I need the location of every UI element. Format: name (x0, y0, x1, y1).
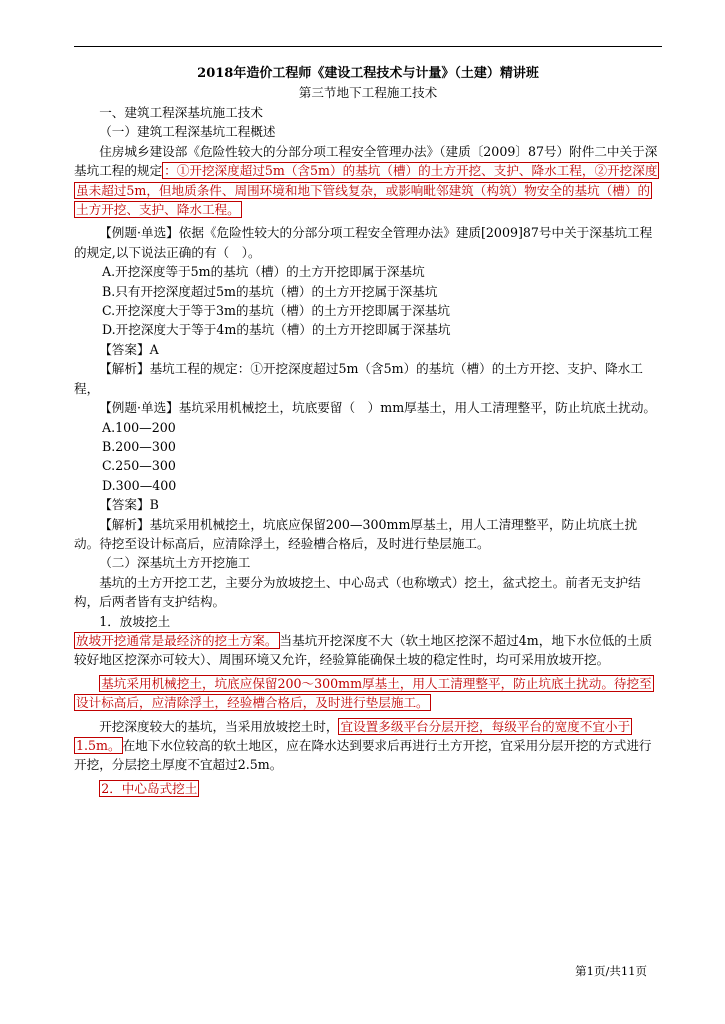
economic-plan-annotation-box: 放坡开挖通常是最经济的挖土方案。 (76, 632, 278, 648)
excavation-intro: 基坑的土方开挖工艺，主要分为放坡挖土、中心岛式（也称墩式）挖土，盆式挖土。前者无支护结构，后两者皆有支护结构。 (74, 574, 641, 610)
example1-option-c: C.开挖深度大于等于3m的基坑（槽）的土方开挖即属于深基坑 (102, 303, 450, 319)
example1-answer: 【答案】A (99, 341, 159, 357)
example1-option-b: B.只有开挖深度超过5m的基坑（槽）的土方开挖属于深基坑 (102, 283, 438, 299)
item1-paragraph-3 (74, 717, 662, 775)
paragraph-definition (74, 142, 662, 220)
item1-text-2-lead: 开挖深度较大的基坑，当采用放坡挖土时， (99, 718, 339, 734)
example1-option-a: A.开挖深度等于5m的基坑（槽）的土方开挖即属于深基坑 (102, 264, 425, 280)
machine-excavation-annotation-box: 基坑采用机械挖土，坑底应保留200～300mm厚基土，用人工清理整平，防止坑底土扰动。待挖至设计标高后，应清除浮土，经验槽合格后，及时进行垫层施工。 (76, 675, 652, 711)
definition-annotation-box: ：①开挖深度超过5m（含5m）的基坑（槽）的土方开挖、支护、降水工程，②开挖深度虽未超过5m，但地质条件、周围环境和地下管线复杂，或影响毗邻建筑（构筑）物安全的基坑（槽）的土方开挖、支护、降水工程。 (76, 163, 658, 218)
page-number: 第1页/共11页 (575, 964, 647, 978)
item2-heading-paragraph (74, 779, 662, 798)
heading-1-2: （二）深基坑土方开挖施工 (99, 555, 251, 571)
example2-option-d: D.300—400 (102, 477, 177, 493)
definition-lead: 住房城乡建设部《危险性较大的分部分项工程安全管理办法》（建质〔2009〕87号）附件二中关于深基坑工程的规定 (74, 143, 658, 179)
document-title: 2018年造价工程师《建设工程技术与计量》（土建）精讲班 (197, 66, 539, 81)
example2-option-c: C.250—300 (102, 458, 176, 474)
item1-paragraph-1 (74, 631, 662, 670)
header-rule (74, 46, 662, 47)
section-subtitle: 第三节地下工程施工技术 (298, 85, 438, 100)
document-body (74, 64, 662, 798)
example2-option-a: A.100—200 (102, 419, 176, 435)
item1-paragraph-2 (74, 674, 662, 713)
example1-option-d: D.开挖深度大于等于4m的基坑（槽）的土方开挖即属于深基坑 (102, 322, 451, 338)
example1-analysis: 【解析】基坑工程的规定：①开挖深度超过5m（含5m）的基坑（槽）的土方开挖、支护、降水工程， (74, 361, 643, 396)
example2-option-b: B.200—300 (102, 438, 176, 454)
example2-question: 【例题·单选】基坑采用机械挖土，坑底要留（ ）mm厚基土，用人工清理整平，防止坑底土扰动。 (99, 400, 657, 416)
example2-analysis: 【解析】基坑采用机械挖土，坑底应保留200—300mm厚基土，用人工清理整平，防止坑底土扰动。待挖至设计标高后，应清除浮土，经验槽合格后，及时进行垫层施工。 (74, 516, 638, 551)
multi-platform-annotation-box: 宜设置多级平台分层开挖，每级平台的宽度不宜小于1.5m。 (76, 718, 631, 753)
item1-text-1: 当基坑开挖深度不大（软土地区挖深不超过4m，地下水位低的土质较好地区挖深亦可较大）、周围环境又允许，经验算能确保土坡的稳定性时，均可采用放坡开挖。 (74, 632, 653, 668)
example1-question: 【例题·单选】依据《危险性较大的分部分项工程安全管理办法》建质[2009]87号中关于深基坑工程的规定,以下说法正确的有（ ）。 (74, 225, 653, 260)
heading-1: 一、建筑工程深基坑施工技术 (99, 105, 263, 120)
heading-1-1: （一）建筑工程深基坑工程概述 (99, 124, 276, 140)
item1-heading: 1．放坡挖土 (99, 613, 171, 629)
example2-answer: 【答案】B (99, 497, 159, 513)
item2-heading-annotation-box: 2．中心岛式挖土 (101, 780, 198, 796)
item1-text-2-tail: 在地下水位较高的软土地区，应在降水达到要求后再进行土方开挖，宜采用分层开挖的方式进行开挖，分层挖土厚度不宜超过2.5m。 (74, 738, 652, 773)
